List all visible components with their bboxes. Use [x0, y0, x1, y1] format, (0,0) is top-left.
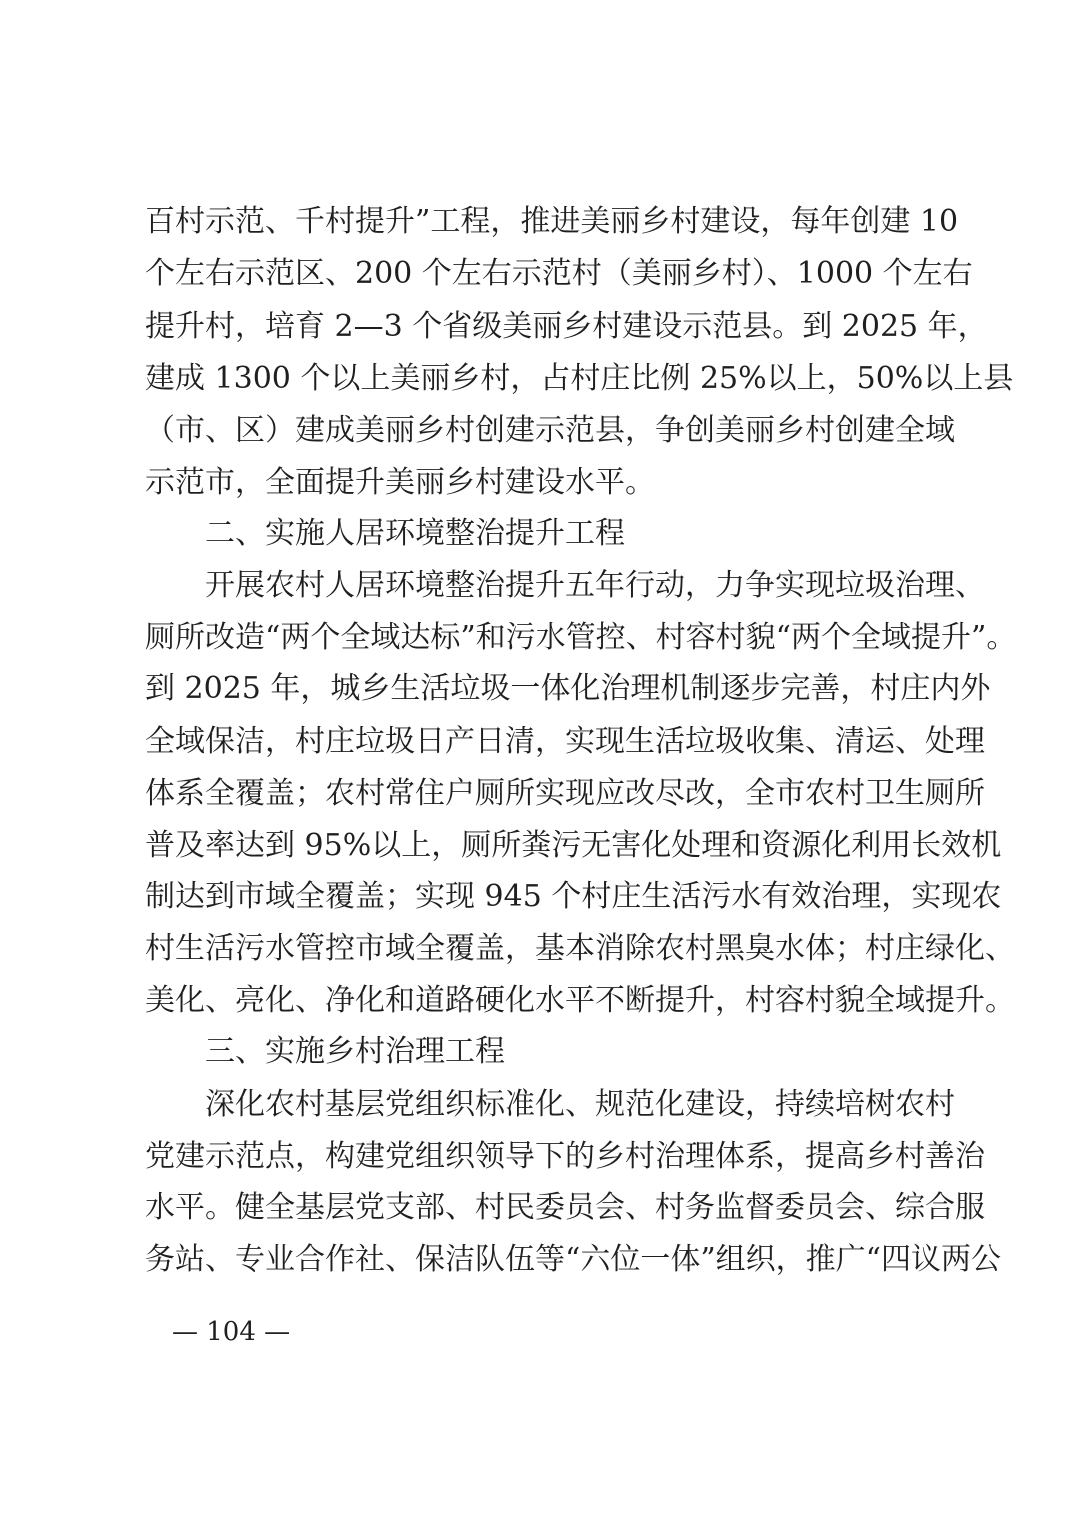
paragraph-line: 全域保洁，村庄垃圾日产日清，实现生活垃圾收集、清运、处理 — [145, 724, 985, 759]
paragraph-line: 示范市，全面提升美丽乡村建设水平。 — [145, 465, 655, 500]
paragraph-line: 提升村，培育 2—3 个省级美丽乡村建设示范县。到 2025 年， — [145, 309, 988, 344]
section-heading: 二、实施人居环境整治提升工程 — [205, 516, 625, 551]
section-heading: 三、实施乡村治理工程 — [205, 1034, 505, 1069]
paragraph-line: 美化、亮化、净化和道路硬化水平不断提升，村容村貌全域提升。 — [145, 983, 1015, 1018]
paragraph-line: 到 2025 年，城乡生活垃圾一体化治理机制逐步完善，村庄内外 — [145, 671, 991, 706]
paragraph-line: （市、区）建成美丽乡村创建示范县，争创美丽乡村创建全域 — [145, 413, 955, 448]
paragraph-line: 水平。健全基层党支部、村民委员会、村务监督委员会、综合服 — [145, 1190, 985, 1225]
paragraph-line: 务站、专业合作社、保洁队伍等“六位一体”组织，推广“四议两公 — [145, 1242, 1002, 1277]
paragraph-line: 体系全覆盖；农村常住户厕所实现应改尽改，全市农村卫生厕所 — [145, 776, 985, 811]
page-number: — 104 — — [172, 1317, 291, 1347]
paragraph-line: 普及率达到 95%以上，厕所粪污无害化处理和资源化利用长效机 — [145, 828, 1002, 863]
paragraph-line: 党建示范点，构建党组织领导下的乡村治理体系，提高乡村善治 — [145, 1139, 985, 1174]
paragraph-line: 深化农村基层党组织标准化、规范化建设，持续培树农村 — [205, 1087, 955, 1122]
paragraph-line: 厕所改造“两个全域达标”和污水管控、村容村貌“两个全域提升”。 — [145, 620, 1017, 655]
paragraph-line: 百村示范、千村提升”工程，推进美丽乡村建设，每年创建 10 — [145, 204, 959, 239]
paragraph-line: 个左右示范区、200 个左右示范村（美丽乡村）、1000 个左右 — [145, 256, 973, 291]
paragraph-line: 开展农村人居环境整治提升五年行动，力争实现垃圾治理、 — [205, 568, 985, 603]
paragraph-line: 建成 1300 个以上美丽乡村，占村庄比例 25%以上，50%以上县 — [145, 361, 1014, 396]
paragraph-line: 村生活污水管控市域全覆盖，基本消除农村黑臭水体；村庄绿化、 — [145, 931, 1015, 966]
paragraph-line: 制达到市域全覆盖；实现 945 个村庄生活污水有效治理，实现农 — [145, 879, 1002, 914]
